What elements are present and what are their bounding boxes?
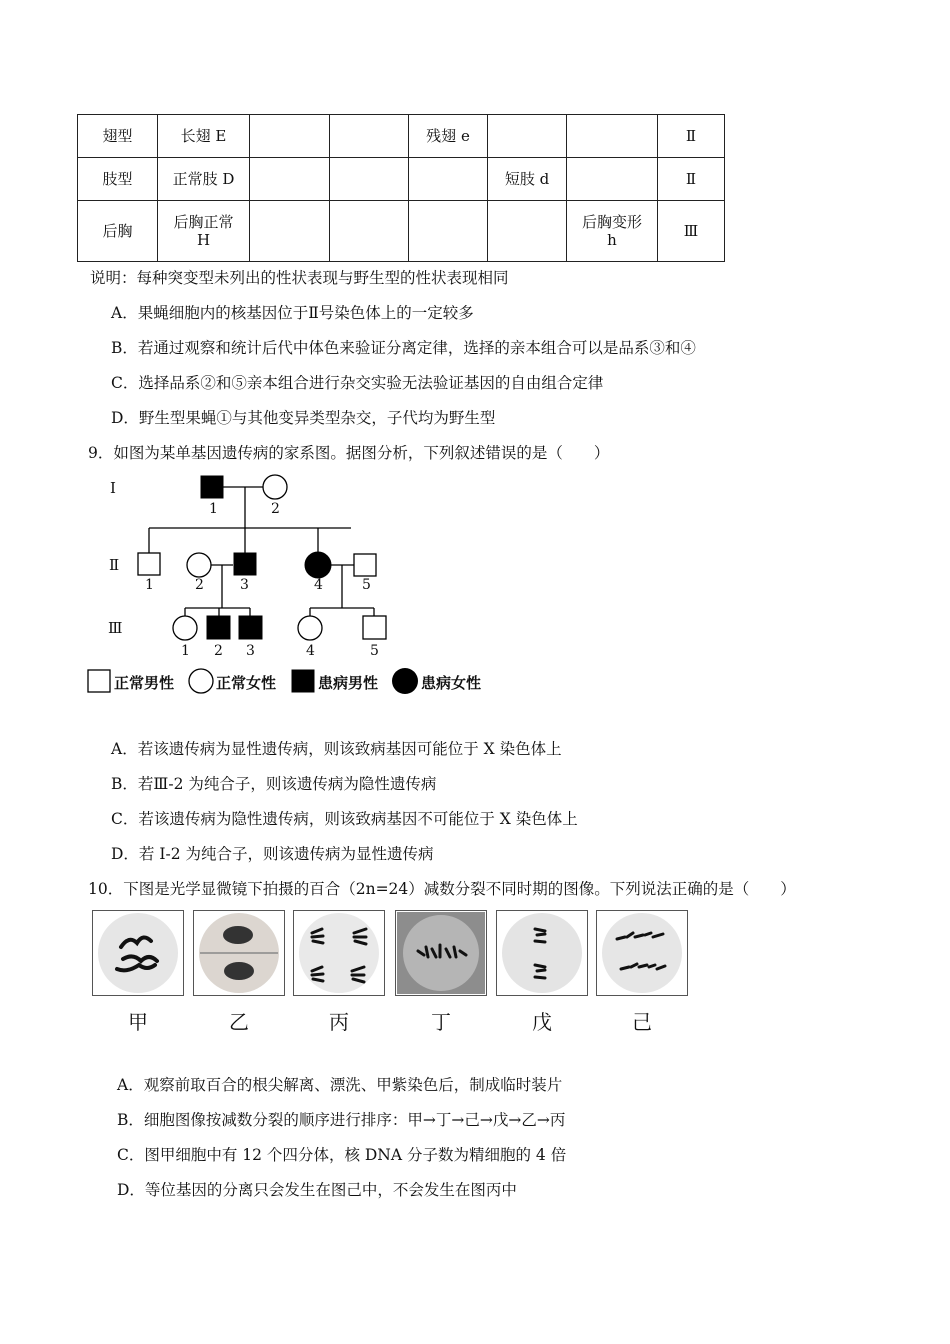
pedigree-I-2-normal-female <box>263 475 287 499</box>
pedigree-II-1-normal-male <box>138 553 160 575</box>
pedigree-III-5-normal-male <box>363 616 386 639</box>
legend-normal-male-icon <box>88 670 110 692</box>
table-cell <box>330 115 409 158</box>
pedigree-III-4-normal-female <box>298 616 322 640</box>
q8-option-c: C．选择品系②和⑤亲本组合进行杂交实验无法验证基因的自由组合定律 <box>111 374 604 392</box>
legend-affected-female-icon <box>392 668 418 694</box>
micrograph-jia <box>92 910 184 996</box>
q10-option-c: C．图甲细胞中有 12 个四分体，核 DNA 分子数为精细胞的 4 倍 <box>117 1146 567 1164</box>
table-cell: 后胸 <box>78 201 158 262</box>
pedigree-II-3-affected-male <box>234 553 256 575</box>
micrograph-bing <box>293 910 385 996</box>
pedigree-III-2-affected-male <box>207 616 230 639</box>
table-cell <box>330 201 409 262</box>
table-cell <box>409 158 488 201</box>
table-cell <box>567 158 658 201</box>
q10-stem: 10．下图是光学显微镜下拍摄的百合（2n=24）减数分裂不同时期的图像。下列说法正确的是（ ） <box>88 880 796 898</box>
gen-label-III: Ⅲ <box>108 619 123 637</box>
legend-affected-male-icon <box>292 670 314 692</box>
micrograph-yi <box>193 910 285 996</box>
micrograph-label: 己 <box>632 1010 652 1034</box>
pedigree-III-1-normal-female <box>173 616 197 640</box>
table-cell: 正常肢 D <box>158 158 250 201</box>
table-cell: Ⅱ <box>658 158 725 201</box>
micrograph-ding <box>395 910 487 996</box>
table-cell: 翅型 <box>78 115 158 158</box>
table-cell: 肢型 <box>78 158 158 201</box>
micrograph-label: 甲 <box>128 1010 148 1034</box>
table-cell: 残翅 e <box>409 115 488 158</box>
table-cell <box>250 115 330 158</box>
q9-option-c: C．若该遗传病为隐性遗传病，则该致病基因不可能位于 X 染色体上 <box>111 810 578 828</box>
table-row <box>78 201 725 262</box>
pedigree-number: 4 <box>306 643 315 659</box>
micrograph-ji <box>596 910 688 996</box>
table-cell: Ⅱ <box>658 115 725 158</box>
legend-affected-female: 患病女性 <box>421 674 482 692</box>
pedigree-III-3-affected-male <box>239 616 262 639</box>
q10-option-d: D．等位基因的分离只会发生在图己中，不会发生在图丙中 <box>117 1181 517 1199</box>
gen-label-I: Ⅰ <box>110 479 116 497</box>
q8-option-a: A．果蝇细胞内的核基因位于Ⅱ号染色体上的一定较多 <box>111 304 474 322</box>
legend-normal-female-icon <box>189 669 213 693</box>
q9-option-b: B．若Ⅲ-2 为纯合子，则该遗传病为隐性遗传病 <box>111 775 437 793</box>
micrograph-wu <box>496 910 588 996</box>
table-cell: 长翅 E <box>158 115 250 158</box>
table-row <box>78 115 725 158</box>
q9-option-a: A．若该遗传病为显性遗传病，则该致病基因可能位于 X 染色体上 <box>111 740 562 758</box>
table-cell: 短肢 d <box>488 158 567 201</box>
table-cell-text: 后胸变形 h <box>581 213 642 249</box>
table-cell <box>158 201 250 262</box>
table-cell <box>250 158 330 201</box>
q8-option-b: B．若通过观察和统计后代中体色来验证分离定律，选择的亲本组合可以是品系③和④ <box>111 339 696 357</box>
pedigree-II-5-normal-male <box>354 554 376 576</box>
table-note: 说明：每种突变型未列出的性状表现与野生型的性状表现相同 <box>90 269 509 287</box>
pedigree-number: 3 <box>246 643 255 659</box>
table-cell-text: 后胸正常 H <box>173 213 234 249</box>
gen-label-II: Ⅱ <box>109 556 120 574</box>
table-cell <box>567 115 658 158</box>
table-cell <box>409 201 488 262</box>
table-cell <box>567 201 658 262</box>
legend-normal-female: 正常女性 <box>216 674 277 692</box>
q9-stem: 9．如图为某单基因遗传病的家系图。据图分析，下列叙述错误的是（ ） <box>88 444 610 462</box>
pedigree-number: 3 <box>240 577 249 593</box>
pedigree-number: 2 <box>271 501 280 517</box>
pedigree-II-2-normal-female <box>187 553 211 577</box>
pedigree-number: 1 <box>181 643 190 659</box>
q10-option-b: B．细胞图像按减数分裂的顺序进行排序：甲→丁→己→戊→乙→丙 <box>117 1111 566 1129</box>
trait-table <box>77 114 725 262</box>
micrograph-label: 戊 <box>532 1010 552 1034</box>
pedigree-number: 5 <box>362 577 371 593</box>
table-cell <box>250 201 330 262</box>
q9-option-d: D．若 I-2 为纯合子，则该遗传病为显性遗传病 <box>111 845 434 863</box>
micrograph-label: 丙 <box>329 1010 349 1034</box>
q10-option-a: A．观察前取百合的根尖解离、漂洗、甲紫染色后，制成临时装片 <box>117 1076 563 1094</box>
table-cell: Ⅲ <box>658 201 725 262</box>
legend-normal-male: 正常男性 <box>114 674 175 692</box>
pedigree-number: 2 <box>195 577 204 593</box>
table-cell <box>330 158 409 201</box>
pedigree-number: 1 <box>209 501 218 517</box>
table-row <box>78 158 725 201</box>
pedigree-number: 4 <box>314 577 323 593</box>
table-cell <box>488 201 567 262</box>
pedigree-number: 1 <box>145 577 154 593</box>
pedigree-II-4-affected-female <box>305 552 331 578</box>
micrograph-label: 丁 <box>431 1010 451 1034</box>
legend-affected-male: 患病男性 <box>318 674 379 692</box>
pedigree-chart <box>80 468 500 700</box>
table-cell <box>488 115 567 158</box>
pedigree-number: 5 <box>370 643 379 659</box>
q8-option-d: D．野生型果蝇①与其他变异类型杂交，子代均为野生型 <box>111 409 496 427</box>
pedigree-number: 2 <box>214 643 223 659</box>
micrograph-label: 乙 <box>229 1010 249 1034</box>
pedigree-I-1-affected-male <box>201 476 223 498</box>
